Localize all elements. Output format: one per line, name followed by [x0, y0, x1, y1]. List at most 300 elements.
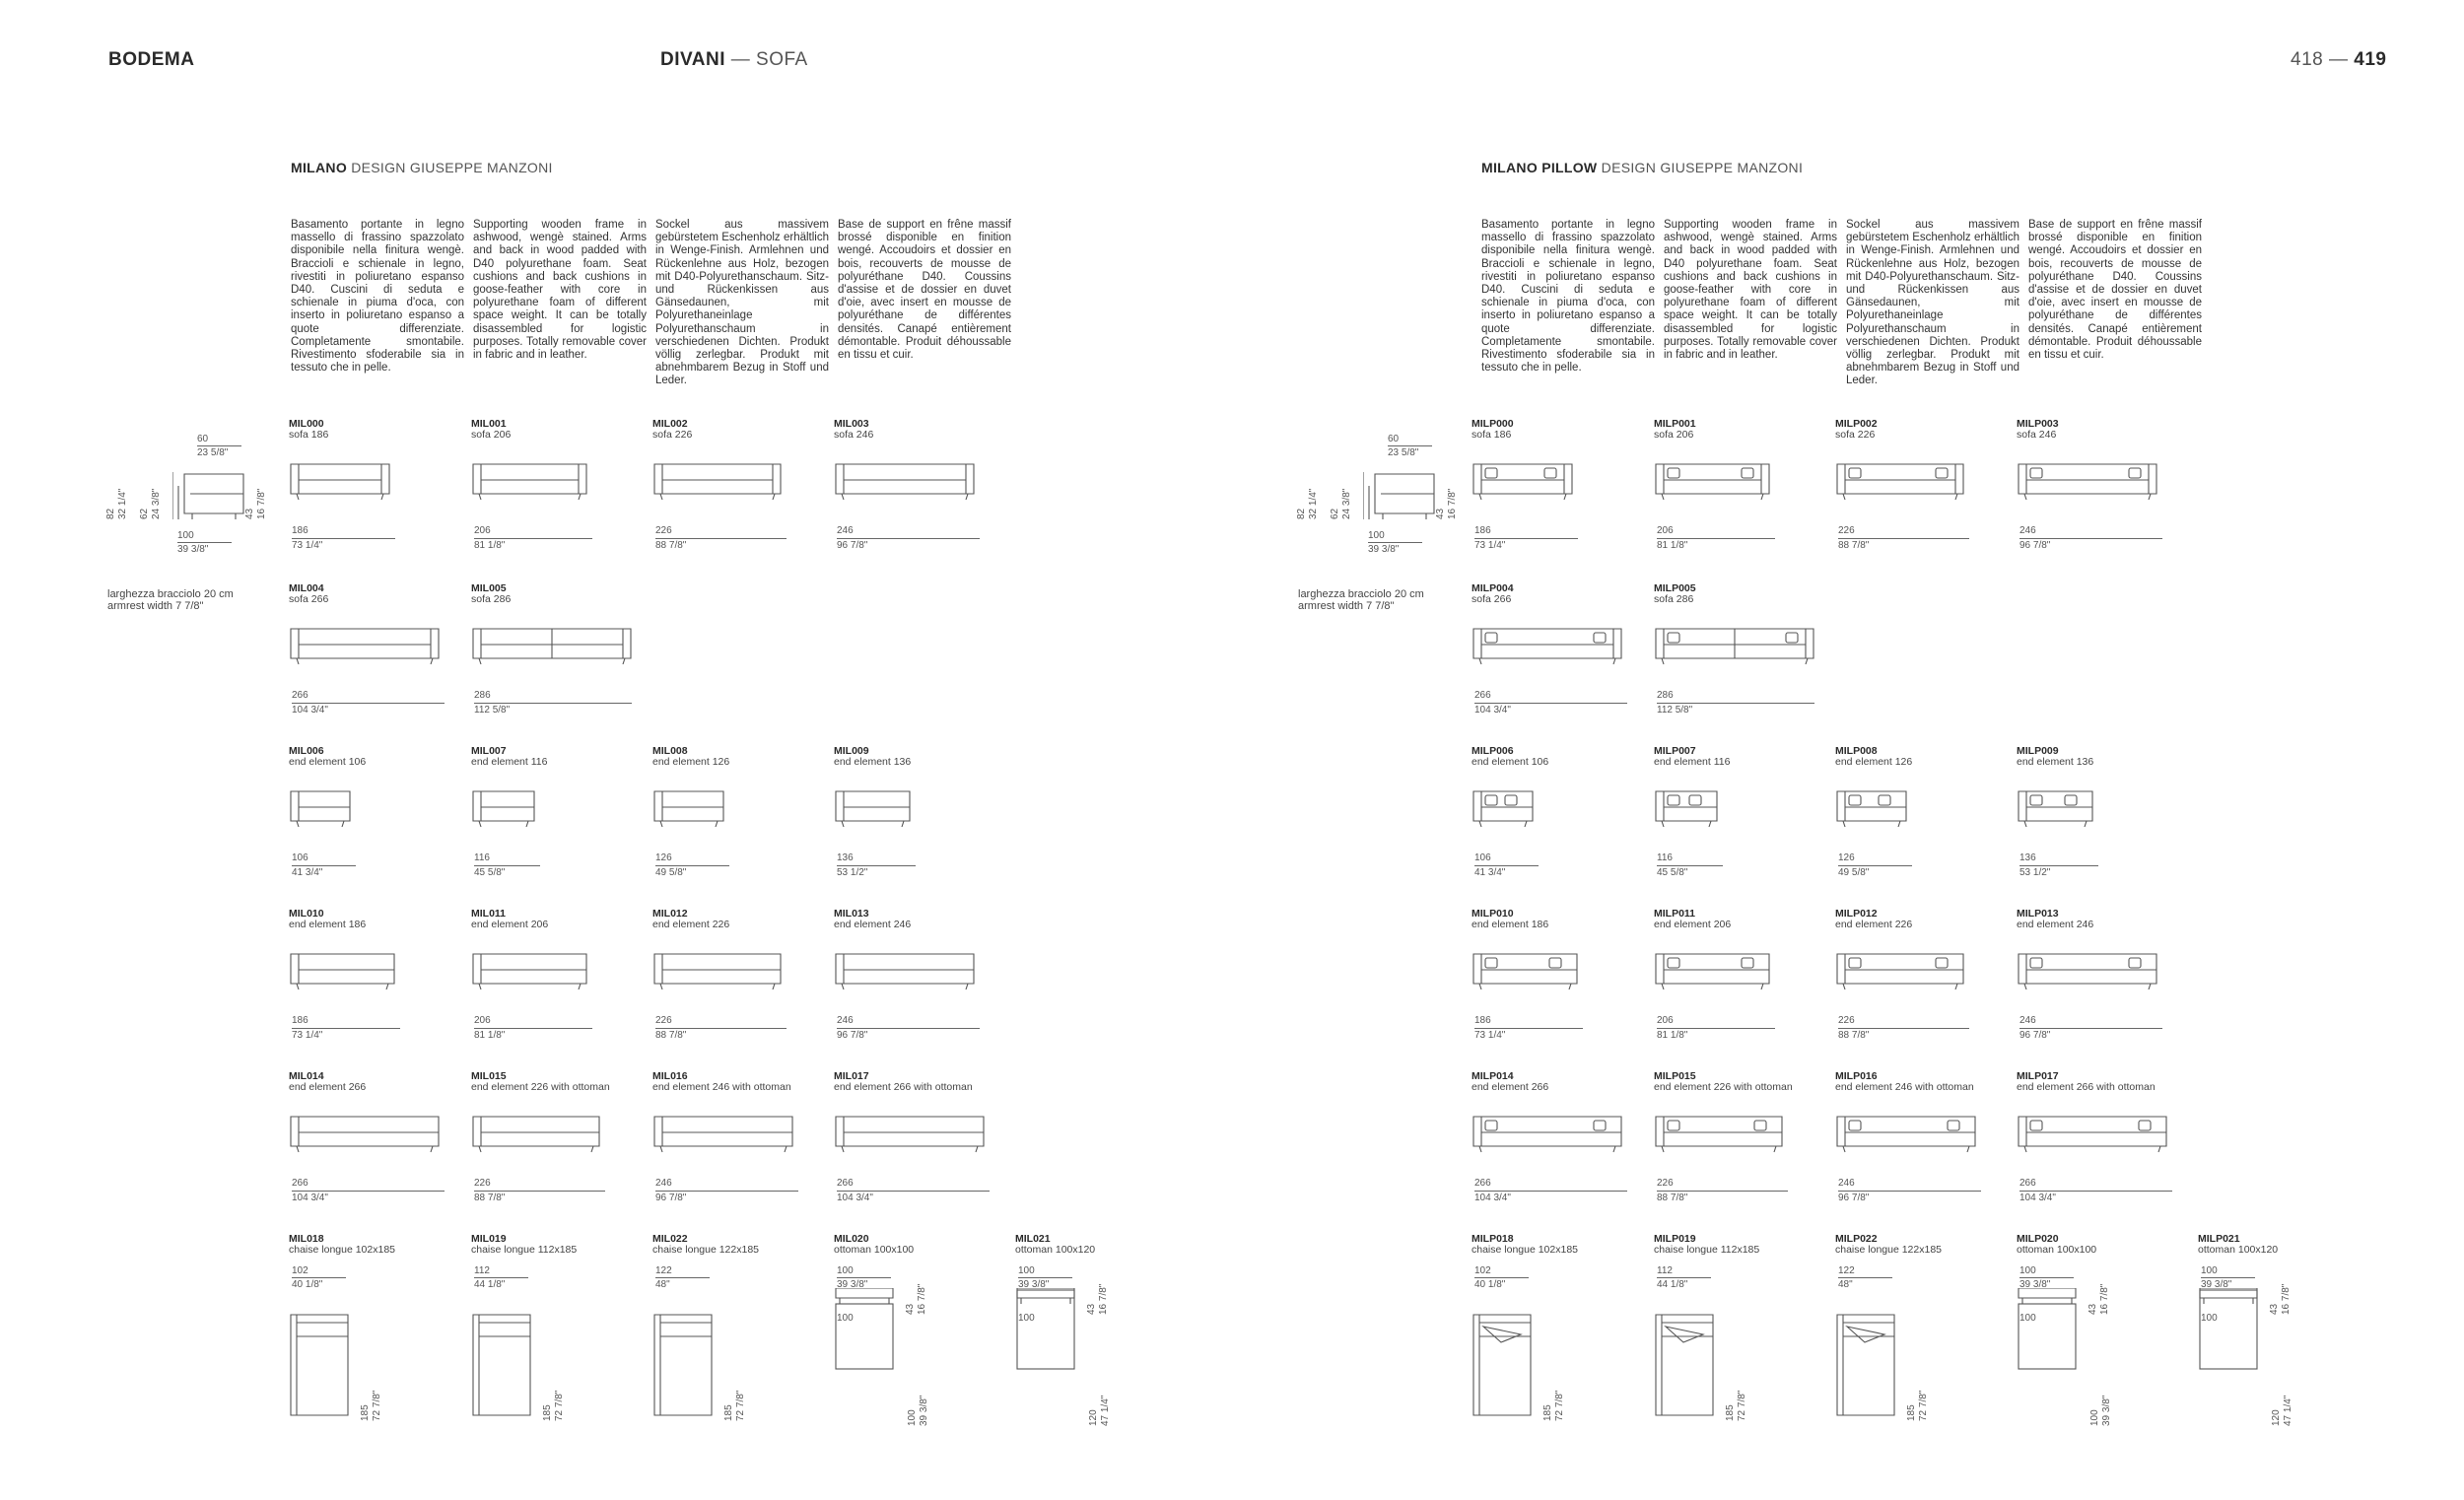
section-title-milano: MILANO DESIGN GIUSEPPE MANZONI [291, 160, 553, 175]
dimension-cm: 266 [1474, 690, 1491, 701]
product-name: ottoman 100x100 [834, 1244, 915, 1256]
side-depth: 60 [197, 434, 209, 444]
height-in: 16 7/8" [1098, 1283, 1109, 1315]
length-cm: 185 [1725, 1404, 1736, 1421]
product-name: sofa 286 [1654, 593, 1694, 605]
length-cm: 120 [2271, 1409, 2282, 1426]
height-in: 16 7/8" [2099, 1283, 2110, 1315]
description-it: Basamento portante in legno massello di frassino spazzolato disponibile nella finitura wengè. Braccioli e schienale in legno, rivestiti in poliuretano espanso D40. Cuscini di seduta e schienale in piuma d'oca, con inserto in poliuretano espanso a quote differenziate. Completamente smontabile. Rivestimento sfoderabile sia in tessuto che in pelle. [291, 219, 464, 375]
side-profile-right [1294, 429, 1462, 616]
dimension-in: 104 3/4" [837, 1191, 990, 1203]
product-code: MILP022 [1835, 1233, 1878, 1245]
sofa-sketch [471, 621, 639, 668]
dimension-cm: 206 [474, 525, 491, 536]
description-en: Supporting wooden frame in ashwood, wengè stained. Arms and back in wood padded with D40 polyurethane foam. Seat cushions and back cushions in goose-feather with core in polyurethane foam of different space weight. It can be totally disassembled for logistic purposes. Totally removable cover in fabric and in leather. [473, 219, 647, 362]
length-in: 39 3/8" [2101, 1395, 2112, 1426]
product-name: end element 246 [834, 919, 912, 930]
product-code: MILP021 [2198, 1233, 2240, 1245]
dimension-cm: 266 [1474, 1178, 1491, 1189]
product-code: MILP009 [2017, 745, 2059, 757]
dimension-cm: 136 [837, 852, 854, 863]
product-item [1015, 1233, 1191, 1426]
dimension-cm: 246 [837, 1015, 854, 1026]
height-cm: 43 [2269, 1303, 2280, 1315]
dimension-cm: 112 [474, 1265, 490, 1276]
product-name: end element 116 [1654, 756, 1731, 768]
dimension-in: 104 3/4" [2019, 1191, 2172, 1203]
dimension-in: 81 1/8" [474, 538, 592, 551]
sofa-sketch [1654, 946, 1777, 993]
dimension-cm: 266 [292, 1178, 308, 1189]
dimension-cm: 286 [474, 690, 491, 701]
product-item [289, 1233, 464, 1421]
product-name: end element 106 [289, 756, 367, 768]
sofa-sketch [1835, 456, 1971, 504]
product-item [652, 746, 828, 904]
dimension-in: 81 1/8" [1657, 1028, 1775, 1041]
dimension-in: 96 7/8" [655, 1191, 798, 1203]
product-name: end element 266 with ottoman [2017, 1081, 2156, 1093]
side-h1-in: 32 1/4" [117, 488, 128, 519]
sofa-sketch [1654, 784, 1725, 831]
length-cm: 185 [360, 1404, 371, 1421]
chaise-sketch [1835, 1313, 1904, 1421]
product-code: MIL002 [652, 418, 688, 430]
dimension-in: 49 5/8" [655, 865, 729, 878]
length-in: 47 1/4" [1100, 1395, 1111, 1426]
sofa-sketch [652, 784, 731, 831]
product-code: MIL008 [652, 745, 688, 757]
sofa-sketch [652, 1109, 800, 1156]
dimension-cm: 122 [655, 1265, 672, 1276]
dimension-cm: 112 [1657, 1265, 1673, 1276]
sofa-sketch [834, 1109, 992, 1156]
product-name: ottoman 100x120 [1015, 1244, 1096, 1256]
sofa-sketch [471, 456, 594, 504]
product-name: end element 186 [1472, 919, 1549, 930]
dimension-in: 96 7/8" [2019, 1028, 2162, 1041]
side-h2-in: 24 3/8" [1341, 488, 1352, 519]
category-title: DIVANI — SOFA [660, 49, 808, 70]
product-item [1835, 1233, 2011, 1421]
product-code: MIL021 [1015, 1233, 1051, 1245]
side-depth-in: 23 5/8" [197, 445, 241, 458]
dimension-cm: 266 [292, 690, 308, 701]
product-code: MIL015 [471, 1070, 507, 1082]
dimension-cm: 100 [2019, 1265, 2036, 1276]
side-h2: 62 [1330, 508, 1340, 519]
product-item [1472, 909, 1647, 1066]
dimension-cm: 206 [1657, 525, 1674, 536]
sofa-sketch [289, 621, 446, 668]
product-name: end element 206 [471, 919, 549, 930]
product-name: sofa 226 [652, 429, 693, 441]
product-item [289, 746, 464, 904]
product-item [834, 1071, 1009, 1229]
product-code: MIL013 [834, 908, 869, 920]
dimension-in: 45 5/8" [1657, 865, 1723, 878]
dimension-cm: 106 [292, 852, 308, 863]
armrest-note-it: larghezza bracciolo 20 cm [1298, 588, 1424, 600]
dimension-in: 44 1/8" [1657, 1277, 1711, 1290]
product-name: end element 246 [2017, 919, 2094, 930]
product-item [471, 1233, 647, 1421]
side-profile-left [103, 429, 271, 616]
product-name: chaise longue 102x185 [289, 1244, 396, 1256]
dimension-in: 53 1/2" [837, 865, 916, 878]
side-width-in: 39 3/8" [1368, 542, 1422, 555]
chaise-sketch [289, 1313, 358, 1421]
product-item [1654, 419, 1829, 577]
side-h2-in: 24 3/8" [151, 488, 162, 519]
dimension-in: 81 1/8" [1657, 538, 1775, 551]
length-in: 72 7/8" [1737, 1390, 1747, 1421]
dimension-cm: 266 [2019, 1178, 2036, 1189]
sofa-sketch [1835, 784, 1914, 831]
product-code: MIL001 [471, 418, 507, 430]
description-fr: Base de support en frêne massif brossé disponible en finition wengé. Accoudoirs et dossier en bois, recouverts de mousse de polyuréthane D40. Coussins d'assise et de dossier en duvet d'oie, avec insert en mousse de polyuréthane de différentes densités. Canapé entièrement démontable. Produit déhoussable en tissu et cuir. [838, 219, 1011, 362]
ottoman-sketch [1015, 1288, 1084, 1426]
dimension-in: 48" [1838, 1277, 1892, 1290]
height-cm: 43 [1086, 1303, 1097, 1315]
dimension-in: 112 5/8" [1657, 703, 1814, 716]
product-code: MIL003 [834, 418, 869, 430]
dimension-in: 39 3/8" [837, 1277, 891, 1290]
product-item [1654, 746, 1829, 904]
length-cm: 100 [907, 1409, 918, 1426]
product-name: sofa 266 [1472, 593, 1512, 605]
dimension-cm: 122 [1838, 1265, 1855, 1276]
product-item [289, 583, 464, 741]
sofa-sketch [1654, 456, 1777, 504]
side-depth-in: 23 5/8" [1388, 445, 1432, 458]
brand-name: BODEMA [108, 49, 195, 70]
sofa-sketch [289, 784, 358, 831]
dimension-in: 39 3/8" [2019, 1277, 2074, 1290]
product-name: sofa 206 [471, 429, 512, 441]
product-code: MILP015 [1654, 1070, 1696, 1082]
side-h3-in: 16 7/8" [1447, 488, 1458, 519]
chaise-sketch [1654, 1313, 1723, 1421]
depth-label-cm: 100 [1018, 1313, 1035, 1324]
dimension-in: 88 7/8" [1838, 538, 1969, 551]
dimension-in: 88 7/8" [474, 1191, 605, 1203]
product-name: sofa 186 [1472, 429, 1512, 441]
product-code: MIL018 [289, 1233, 324, 1245]
dimension-cm: 116 [1657, 852, 1673, 863]
dimension-in: 40 1/8" [1474, 1277, 1529, 1290]
depth-label-cm: 100 [837, 1313, 854, 1324]
side-width: 100 [177, 530, 194, 541]
chaise-sketch [471, 1313, 540, 1421]
dimension-cm: 226 [474, 1178, 491, 1189]
product-name: chaise longue 112x185 [471, 1244, 578, 1256]
product-item [1835, 1071, 2011, 1229]
product-item [471, 909, 647, 1066]
product-code: MIL004 [289, 582, 324, 594]
product-item [652, 909, 828, 1066]
product-code: MIL009 [834, 745, 869, 757]
side-depth: 60 [1388, 434, 1400, 444]
product-name: sofa 206 [1654, 429, 1694, 441]
dimension-in: 104 3/4" [1474, 1191, 1627, 1203]
sofa-sketch [471, 784, 542, 831]
dimension-in: 48" [655, 1277, 710, 1290]
sofa-sketch [1472, 784, 1540, 831]
dimension-in: 40 1/8" [292, 1277, 346, 1290]
dimension-cm: 186 [1474, 525, 1491, 536]
product-item [1472, 746, 1647, 904]
product-code: MIL007 [471, 745, 507, 757]
sofa-sketch [1472, 946, 1585, 993]
product-code: MIL011 [471, 908, 507, 920]
dimension-in: 112 5/8" [474, 703, 632, 716]
product-item [2017, 909, 2192, 1066]
product-item [834, 1233, 1009, 1426]
product-item [652, 1071, 828, 1229]
product-code: MILP017 [2017, 1070, 2059, 1082]
dimension-in: 96 7/8" [1838, 1191, 1981, 1203]
dimension-cm: 246 [655, 1178, 672, 1189]
side-width-in: 39 3/8" [177, 542, 232, 555]
product-item [1835, 746, 2011, 904]
armrest-note-it: larghezza bracciolo 20 cm [107, 588, 234, 600]
product-name: end element 106 [1472, 756, 1549, 768]
product-item [1654, 1233, 1829, 1421]
product-item [471, 419, 647, 577]
product-item [2017, 419, 2192, 577]
dimension-in: 45 5/8" [474, 865, 540, 878]
product-item [1472, 1233, 1647, 1421]
product-name: chaise longue 112x185 [1654, 1244, 1760, 1256]
side-h3: 43 [244, 508, 255, 519]
sofa-sketch [471, 946, 594, 993]
length-cm: 185 [542, 1404, 553, 1421]
product-item [834, 746, 1009, 904]
dimension-in: 73 1/4" [1474, 1028, 1583, 1041]
dimension-in: 81 1/8" [474, 1028, 592, 1041]
length-in: 72 7/8" [372, 1390, 382, 1421]
dimension-cm: 246 [837, 525, 854, 536]
product-item [289, 1071, 464, 1229]
armrest-note-en: armrest width 7 7/8" [107, 600, 204, 612]
description-en-right: Supporting wooden frame in ashwood, wengè stained. Arms and back in wood padded with D40 polyurethane foam. Seat cushions and back cushions in goose-feather with core in polyurethane foam of different space weight. It can be totally disassembled for logistic purposes. Totally removable cover in fabric and in leather. [1664, 219, 1837, 362]
product-name: end element 266 with ottoman [834, 1081, 973, 1093]
dimension-cm: 226 [1838, 1015, 1855, 1026]
product-name: end element 126 [652, 756, 730, 768]
sofa-sketch [1835, 946, 1971, 993]
side-h3: 43 [1435, 508, 1446, 519]
dimension-in: 39 3/8" [2201, 1277, 2255, 1290]
length-cm: 185 [1906, 1404, 1917, 1421]
product-code: MIL017 [834, 1070, 869, 1082]
product-code: MILP014 [1472, 1070, 1514, 1082]
product-name: chaise longue 122x185 [652, 1244, 760, 1256]
sofa-sketch [834, 784, 918, 831]
dimension-in: 73 1/4" [292, 538, 395, 551]
product-code: MIL006 [289, 745, 324, 757]
dimension-in: 96 7/8" [837, 538, 980, 551]
height-in: 16 7/8" [2281, 1283, 2292, 1315]
dimension-cm: 100 [1018, 1265, 1035, 1276]
product-code: MIL019 [471, 1233, 507, 1245]
product-item [1472, 1071, 1647, 1229]
product-code: MILP008 [1835, 745, 1878, 757]
length-cm: 100 [2089, 1409, 2100, 1426]
product-name: sofa 266 [289, 593, 329, 605]
depth-label-cm: 100 [2201, 1313, 2218, 1324]
product-code: MILP001 [1654, 418, 1696, 430]
product-item [652, 419, 828, 577]
sofa-sketch [289, 1109, 446, 1156]
dimension-cm: 226 [1657, 1178, 1674, 1189]
dimension-cm: 116 [474, 852, 490, 863]
product-name: end element 206 [1654, 919, 1732, 930]
dimension-cm: 136 [2019, 852, 2036, 863]
dimension-in: 73 1/4" [292, 1028, 400, 1041]
product-code: MILP013 [2017, 908, 2059, 920]
section-title-milano-pillow: MILANO PILLOW DESIGN GIUSEPPE MANZONI [1481, 160, 1804, 175]
product-code: MIL016 [652, 1070, 688, 1082]
dimension-cm: 102 [292, 1265, 308, 1276]
product-item [1835, 419, 2011, 577]
length-cm: 185 [1542, 1404, 1553, 1421]
dimension-in: 49 5/8" [1838, 865, 1912, 878]
dimension-cm: 246 [2019, 525, 2036, 536]
dimension-cm: 126 [655, 852, 672, 863]
product-name: end element 226 with ottoman [471, 1081, 610, 1093]
product-code: MILP016 [1835, 1070, 1878, 1082]
product-code: MIL005 [471, 582, 507, 594]
product-name: end element 246 with ottoman [652, 1081, 791, 1093]
product-name: sofa 186 [289, 429, 329, 441]
dimension-cm: 266 [837, 1178, 854, 1189]
product-item [2017, 746, 2192, 904]
dimension-in: 104 3/4" [1474, 703, 1627, 716]
product-name: chaise longue 122x185 [1835, 1244, 1943, 1256]
dimension-cm: 106 [1474, 852, 1491, 863]
length-in: 72 7/8" [1918, 1390, 1929, 1421]
product-item [1654, 1071, 1829, 1229]
product-code: MIL020 [834, 1233, 869, 1245]
product-item [289, 909, 464, 1066]
side-h2: 62 [139, 508, 150, 519]
dimension-in: 41 3/4" [292, 865, 356, 878]
product-name: end element 136 [2017, 756, 2094, 768]
product-code: MIL022 [652, 1233, 688, 1245]
product-item [1472, 583, 1647, 741]
product-item [1472, 419, 1647, 577]
product-item [834, 419, 1009, 577]
sofa-sketch [2017, 784, 2100, 831]
chaise-sketch [652, 1313, 721, 1421]
product-code: MIL014 [289, 1070, 324, 1082]
product-item [834, 909, 1009, 1066]
dimension-cm: 226 [655, 525, 672, 536]
dimension-cm: 100 [837, 1265, 854, 1276]
side-width: 100 [1368, 530, 1385, 541]
product-name: end element 116 [471, 756, 548, 768]
product-name: end element 266 [289, 1081, 367, 1093]
dimension-cm: 186 [292, 1015, 308, 1026]
product-code: MILP004 [1472, 582, 1514, 594]
length-in: 47 1/4" [2283, 1395, 2293, 1426]
sofa-sketch [1835, 1109, 1983, 1156]
product-item [1835, 909, 2011, 1066]
product-code: MILP005 [1654, 582, 1696, 594]
sofa-sketch [1654, 1109, 1790, 1156]
product-code: MILP012 [1835, 908, 1878, 920]
product-name: sofa 246 [834, 429, 874, 441]
page-numbers: 418 — 419 [2291, 49, 2387, 70]
sofa-sketch [1472, 621, 1629, 668]
dimension-in: 73 1/4" [1474, 538, 1578, 551]
dimension-cm: 206 [474, 1015, 491, 1026]
sofa-sketch [1472, 456, 1580, 504]
height-cm: 43 [905, 1303, 916, 1315]
dimension-in: 88 7/8" [655, 1028, 787, 1041]
product-item [471, 746, 647, 904]
product-code: MIL010 [289, 908, 324, 920]
ottoman-sketch [834, 1288, 903, 1426]
depth-label-cm: 100 [2019, 1313, 2036, 1324]
sofa-sketch [652, 946, 788, 993]
dimension-in: 96 7/8" [2019, 538, 2162, 551]
product-item [652, 1233, 828, 1421]
product-code: MILP018 [1472, 1233, 1514, 1245]
sofa-sketch [2017, 456, 2164, 504]
side-h1: 82 [1296, 508, 1307, 519]
description-fr-right: Base de support en frêne massif brossé disponible en finition wengé. Accoudoirs et dossier en bois, recouverts de mousse de polyuréthane D40. Coussins d'assise et de dossier en duvet d'oie, avec insert en mousse de polyuréthane de différentes densités. Canapé entièrement démontable. Produit déhoussable en tissu et cuir. [2028, 219, 2202, 362]
product-name: end element 126 [1835, 756, 1913, 768]
dimension-in: 96 7/8" [837, 1028, 980, 1041]
dimension-cm: 246 [2019, 1015, 2036, 1026]
product-name: sofa 286 [471, 593, 512, 605]
product-name: sofa 226 [1835, 429, 1876, 441]
product-name: end element 226 with ottoman [1654, 1081, 1793, 1093]
length-cm: 120 [1088, 1409, 1099, 1426]
height-in: 16 7/8" [917, 1283, 927, 1315]
side-h3-in: 16 7/8" [256, 488, 267, 519]
sofa-sketch [834, 946, 982, 993]
dimension-cm: 186 [1474, 1015, 1491, 1026]
product-code: MILP003 [2017, 418, 2059, 430]
dimension-cm: 206 [1657, 1015, 1674, 1026]
product-code: MILP019 [1654, 1233, 1696, 1245]
sofa-sketch [2017, 1109, 2174, 1156]
product-name: ottoman 100x120 [2198, 1244, 2279, 1256]
description-it-right: Basamento portante in legno massello di frassino spazzolato disponibile nella finitura wengè. Braccioli e schienale in legno, rivestiti in poliuretano espanso D40. Cuscini di seduta e schienale in piuma d'oca, con inserto in poliuretano espanso a quote differenziate. Completamente smontabile. Rivestimento sfoderabile sia in tessuto che in pelle. [1481, 219, 1655, 375]
sofa-sketch [834, 456, 982, 504]
dimension-cm: 126 [1838, 852, 1855, 863]
armrest-note-en: armrest width 7 7/8" [1298, 600, 1395, 612]
sofa-sketch [289, 456, 397, 504]
sofa-sketch [1654, 621, 1821, 668]
dimension-cm: 286 [1657, 690, 1674, 701]
dimension-cm: 246 [1838, 1178, 1855, 1189]
dimension-in: 41 3/4" [1474, 865, 1539, 878]
product-code: MILP002 [1835, 418, 1878, 430]
product-code: MIL000 [289, 418, 324, 430]
description-de-right: Sockel aus massivem gebürstetem Eschenholz erhältlich in Wenge-Finish. Armlehnen und Rückenlehne aus Holz, bezogen mit D40-Polyurethanschaum. Sitz- und Rückenkissen aus Gänsedaunen, mit Polyurethaneinlage Polyurethanschaum in verschiedenen Dichten. Produkt völlig zerlegbar. Produkt mit abnehmbarem Bezug in Stoff und Leder. [1846, 219, 2019, 387]
dimension-in: 39 3/8" [1018, 1277, 1072, 1290]
dimension-in: 53 1/2" [2019, 865, 2098, 878]
product-item [2198, 1233, 2373, 1426]
dimension-cm: 226 [655, 1015, 672, 1026]
length-cm: 185 [723, 1404, 734, 1421]
ottoman-sketch [2017, 1288, 2086, 1426]
product-item [2017, 1233, 2192, 1426]
